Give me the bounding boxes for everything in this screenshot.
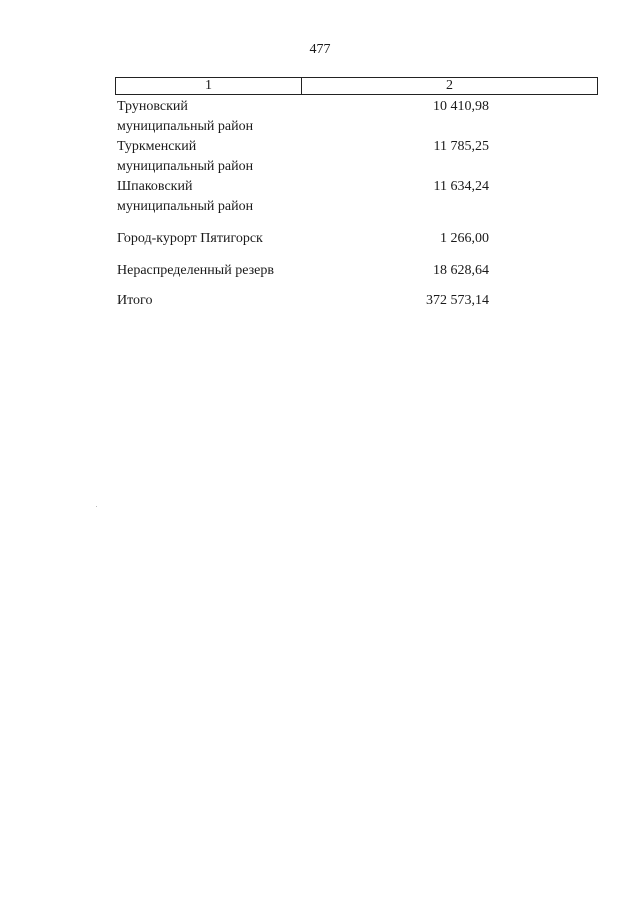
table-row [117, 229, 489, 249]
page-number: 477 [309, 42, 331, 57]
row-name [117, 177, 347, 217]
row-name: Нераспределенный резерв [117, 263, 274, 278]
row-value: 18 628,64 [433, 263, 489, 278]
table-row [117, 177, 489, 217]
row-name-line1: Туркменский [117, 139, 197, 154]
row-name-line2: муниципальный район [117, 159, 254, 174]
row-value: 372 573,14 [426, 293, 489, 308]
row-value: 11 634,24 [433, 179, 489, 194]
row-name [117, 137, 347, 177]
table-row [117, 137, 489, 177]
table-header [115, 77, 598, 95]
table-row-total [117, 291, 489, 311]
row-value: 10 410,98 [433, 99, 489, 114]
row-name-line2: муниципальный район [117, 119, 254, 134]
table-body [117, 97, 489, 311]
row-value: 1 266,00 [440, 231, 489, 246]
row-name [117, 97, 347, 137]
row-name-line2: муниципальный район [117, 199, 254, 214]
row-name-line1: Труновский [117, 99, 188, 114]
table-row [117, 97, 489, 137]
row-name: Итого [117, 293, 153, 308]
row-name-line1: Шпаковский [117, 179, 193, 194]
scan-speck [96, 506, 97, 507]
column-header-1: 1 [116, 78, 302, 94]
row-name: Город-курорт Пятигорск [117, 231, 263, 246]
row-value: 11 785,25 [433, 139, 489, 154]
table-row [117, 261, 489, 281]
column-header-2: 2 [446, 78, 453, 93]
